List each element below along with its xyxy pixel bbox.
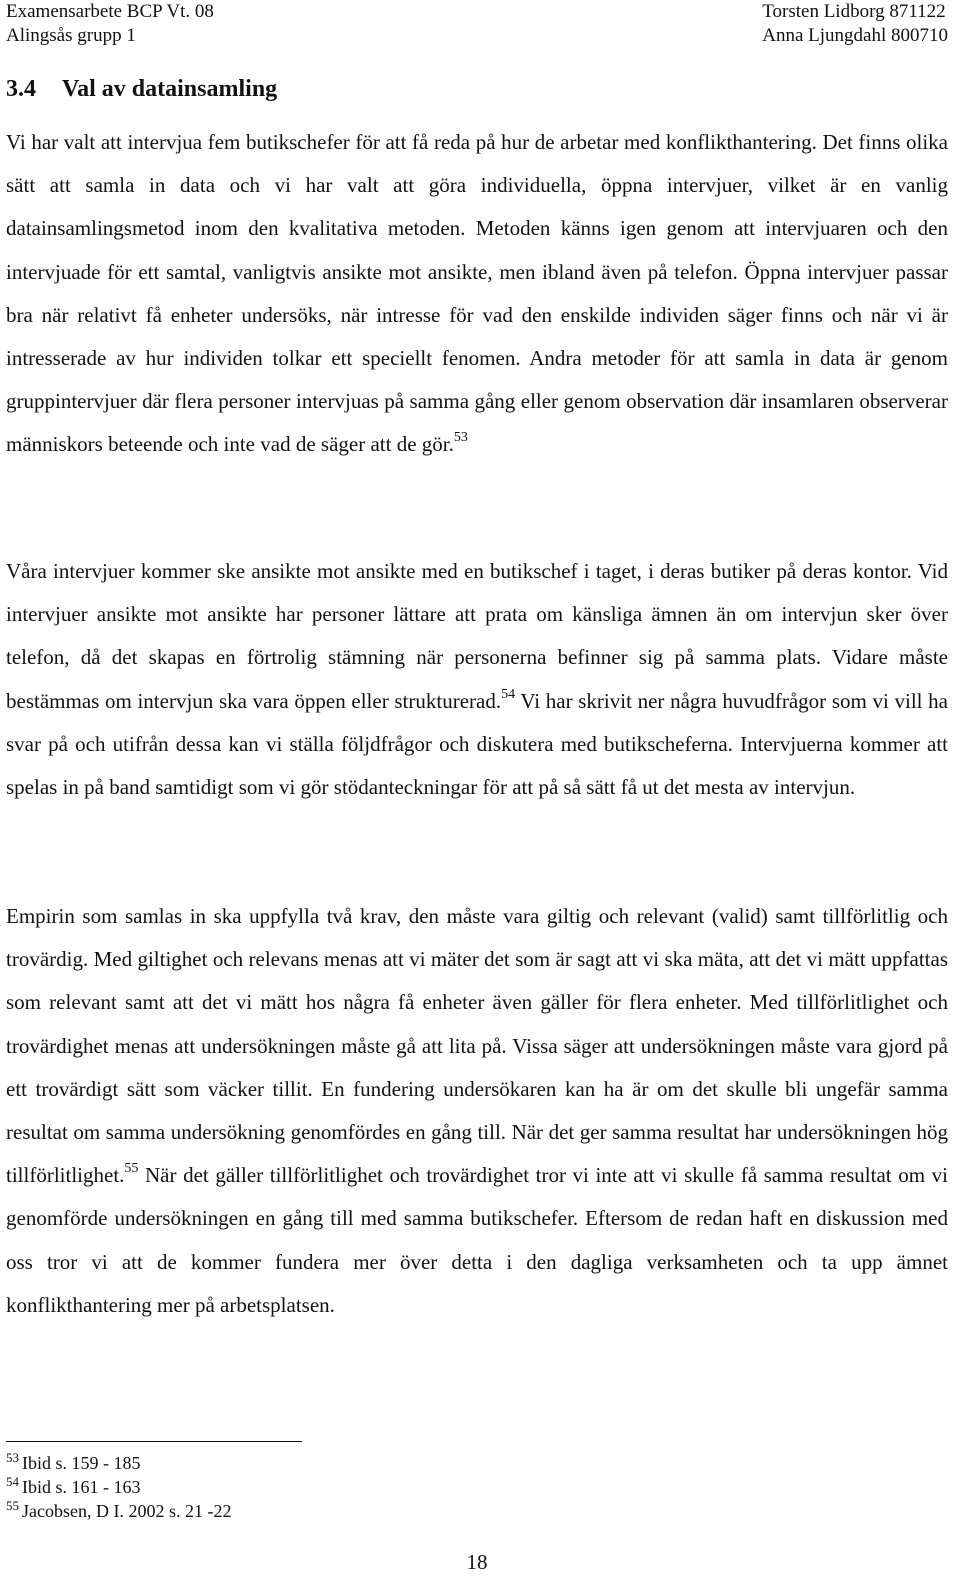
footnote-text: Ibid s. 161 - 163 — [22, 1477, 141, 1497]
section-heading — [6, 73, 277, 105]
header-right — [762, 0, 948, 48]
footnote-separator — [6, 1441, 302, 1442]
footnote-text: Jacobsen, D I. 2002 s. 21 -22 — [22, 1501, 232, 1521]
section-title: Val av datainsamling — [62, 76, 278, 102]
footnote-item — [6, 1476, 231, 1500]
paragraph-1-text: Vi har valt att intervjua fem butikschefer för att få reda på hur de arbetar med konflikthantering. Det finns olika sätt att samla in data och vi har valt att göra individuella, öppna intervjuer, vilket är en vanlig datainsamlingsmetod inom den kvalitativa metoden. Metoden känns igen genom att intervjuaren och den intervjuade för ett samtal, vanligtvis ansikte mot ansikte, men ibland även på telefon. Öppna intervjuer passar bra när relativt få enheter undersöks, när intresse för vad den enskilde individen säger finns och när vi är intresserade av hur individen tolkar ett speciellt fenomen. Andra metoder för att samla in data är genom gruppintervjuer där flera personer intervjuas på samma gång eller genom observation där insamlaren observerar människors beteende och inte vad de säger att de gör. — [6, 130, 948, 457]
header-author-1: Torsten Lidborg 871122 — [762, 1, 946, 22]
footnote-item — [6, 1500, 231, 1524]
header-course: Examensarbete BCP Vt. 08 — [6, 1, 214, 22]
page-number: 18 — [466, 1550, 488, 1574]
footnote-ref-54: 54 — [501, 686, 516, 702]
footnote-item — [6, 1452, 231, 1476]
paragraph-3-text-b: När det gäller tillförlitlighet och trovärdighet tror vi inte att vi skulle få samma resultat om vi genomförde undersökningen en gång till med samma butikschefer. Eftersom de redan haft en diskussion med oss tror vi att de kommer fundera mer över detta i den dagliga verksamheten och ta upp ämnet konflikthantering mer på arbetsplatsen. — [6, 1163, 948, 1317]
footnote-number: 54 — [6, 1474, 19, 1489]
footnote-number: 53 — [6, 1450, 19, 1465]
section-number: 3.4 — [6, 76, 36, 102]
footnotes — [6, 1452, 231, 1524]
paragraph-1 — [6, 121, 948, 467]
paragraph-2 — [6, 550, 948, 809]
header-group: Alingsås grupp 1 — [6, 25, 136, 46]
paragraph-2-text-a: Våra intervjuer kommer ske ansikte mot ansikte med en butikschef i taget, i deras butiker på deras kontor. Vid intervjuer ansikte mot ansikte har personer lättare att prata om känsliga ämnen än om intervjun sker över telefon, då det skapas en förtrolig stämning när personerna befinner sig på samma plats. Vidare måste bestämmas om intervjun ska vara öppen eller strukturerad. — [6, 559, 948, 713]
paragraph-2-text-b: Vi har skrivit ner några huvudfrågor som vi vill ha svar på och utifrån dessa kan vi ställa följdfrågor och diskutera med butikscheferna. Intervjuerna kommer att spelas in på band samtidigt som vi gör stödanteckningar för att på så sätt få ut det mesta av intervjun. — [6, 688, 948, 800]
footnote-text: Ibid s. 159 - 185 — [22, 1453, 141, 1473]
footnote-number: 55 — [6, 1498, 19, 1513]
document-page — [6, 0, 948, 1585]
paragraph-3 — [6, 895, 948, 1327]
paragraph-3-text-a: Empirin som samlas in ska uppfylla två krav, den måste vara giltig och relevant (valid) samt tillförlitlig och trovärdig. Med giltighet och relevans menas att vi mäter det som är sagt att vi ska mäta, att det vi mätt uppfattas som relevant samt att det vi mätt hos några få enheter även gäller för flera enheter. Med tillförlitlighet och trovärdighet menas att undersökningen måste gå att lita på. Vissa säger att undersökningen måste vara gjord på ett trovärdigt sätt som väcker tillit. En fundering undersökaren kan ha är om det skulle bli ungefär samma resultat om samma undersökning genomfördes en gång till. När det ger samma resultat har undersökningen hög tillförlitlighet. — [6, 904, 948, 1188]
header-author-2: Anna Ljungdahl 800710 — [762, 25, 948, 46]
footnote-ref-55: 55 — [124, 1161, 139, 1177]
footnote-ref-53: 53 — [453, 430, 468, 446]
header-left — [6, 0, 214, 48]
